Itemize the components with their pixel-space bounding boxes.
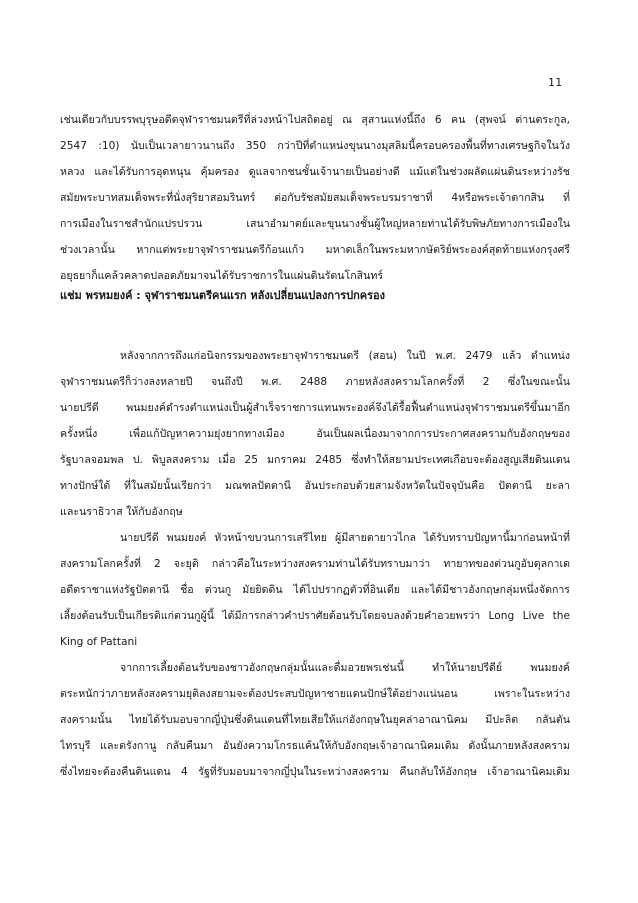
text-line: นายปรีดี พนมยงค์ หัวหน้าขบวนการเสรีไทย ผู้มีสายตายาวไกล ได้รับทราบปัญหานี้มาก่อนหน้าที่ — [120, 532, 570, 544]
text-line: สงครามโลกครั้งที่ 2 จะยุติ กล่าวคือในระหว่างสงครามท่านได้รับทราบมาว่า ทายาทของต่วนกูอับดุลกาเด — [60, 558, 570, 570]
text-line: เช่นเดียวกับบรรพบุรุษอดีตจุฬาราชมนตรีที่ล่วงหน้าไปสถิตอยู่ ณ สุสานแห่งนี้ถึง 6 คน (สุพจน์ ด่านตระกูล, — [60, 114, 570, 126]
text-line: อยุธยาก็แคล้วคลาดปลอดภัยมาจนได้รับราชการในแผ่นดินรัตนโกสินทร์ — [60, 270, 384, 282]
text-line: จุฬาราชมนตรีก็ว่างลงหลายปี จนถึงปี พ.ศ. 2488 ภายหลังสงครามโลกครั้งที่ 2 ซึ่งในขณะนั้น — [60, 376, 570, 388]
text-line: ช่วงเวลานั้น หากแต่พระยาจุฬาราชมนตรีก้อนแก้ว มหาดเล็กในพระมหากษัตริย์พระองค์สุดท้ายแห่งกรุงศรี — [60, 244, 570, 256]
text-line: ซึ่งไทยจะต้องคืนดินแดน 4 รัฐที่รับมอบมาจากญี่ปุ่นในระหว่างสงคราม คืนกลับให้อังกฤษ เจ้าอาณานิคมเดิม — [60, 766, 570, 778]
text-line: การเมืองในราชสำนักแปรปรวน เสนาอำมาตย์และขุนนางชั้นผู้ใหญ่หลายท่านได้รับพิษภัยทางการเมืองใน — [60, 218, 570, 230]
paragraph-body — [60, 343, 570, 785]
section-heading: แช่ม พรหมยงค์ : จุฬาราชมนตรีคนแรก หลังเปลี่ยนแปลงการปกครอง — [60, 289, 386, 302]
text-line: King of Pattani — [60, 636, 138, 648]
paragraph-intro — [60, 107, 570, 289]
text-line: ครั้งหนึ่ง เพื่อแก้ปัญหาความยุ่งยากทางเมือง อันเป็นผลเนื่องมาจากการประกาศสงครามกับอังกฤษของ — [60, 428, 570, 440]
text-line: ตระหนักว่าภายหลังสงครามยุติลงสยามจะต้องประสบปัญหาชายแดนปักษ์ใต้อย่างแน่นอน เพราะในระหว่าง — [60, 688, 570, 700]
text-line: และนราธิวาส ให้กับอังกฤษ — [60, 506, 183, 518]
text-line: รัฐบาลจอมพล ป. พิบูลสงคราม เมื่อ 25 มกราคม 2485 ซึ่งทำให้สยามประเทศเกือบจะต้องสูญเสียดินแดน — [60, 454, 570, 466]
text-line: สงครามนั้น ไทยได้รับมอบจากญี่ปุ่นซึ่งดินแดนที่ไทยเสียให้แก่อังกฤษในยุคล่าอาณานิคม มีปะลิต กลันตัน — [60, 714, 570, 726]
text-line: หลวง และได้รับการอุดหนุน คุ้มครอง ดูแลจากชนชั้นเจ้านายเป็นอย่างดี แม้แต่ในช่วงผลัดแผ่นดินระหว่างรัช — [60, 166, 570, 178]
text-line: ทางปักษ์ใต้ ที่ในสมัยนั้นเรียกว่า มณฑลปัตตานี อันประกอบด้วยสามจังหวัดในปัจจุบันคือ ปัตตานี ยะลา — [60, 480, 570, 492]
text-line: 2547 :10) นับเป็นเวลายาวนานถึง 350 กว่าปีที่ตำแหน่งขุนนางมุสลิมนี้ครอบครองพื้นที่ทางเศรษฐกิจในวัง — [60, 140, 570, 152]
text-line: จากการเลี้ยงต้อนรับของชาวอังกฤษกลุ่มนั้นและดื่มอวยพรเช่นนี้ ทำให้นายปรีดีย์ พนมยงค์ — [120, 662, 570, 674]
text-line: สมัยพระบาทสมเด็จพระที่นั่งสุริยาสอมรินทร์ ต่อกับรัชสมัยสมเด็จพระบรมราชาที่ 4หรือพระเจ้าตากสิน ที่ — [60, 192, 570, 204]
text-line: เลี้ยงต้อนรับเป็นเกียรติแก่ตวนกูผู้นี้ ได้มีการกล่าวคำปราศัยต้อนรับโดยจบลงด้วยคำอวยพรว่า Long Live the — [60, 610, 570, 622]
page-number: 11 — [548, 76, 563, 89]
text-line: นายปรีดี พนมยงค์ดำรงตำแหน่งเป็นผู้สำเร็จราชการแทนพระองค์จึงได้รื้อฟื้นตำแหน่งจุฬาราชมนตรีขึ้นมาอีก — [60, 402, 570, 414]
text-line: อดีตราชาแห่งรัฐปัตตานี ชื่อ ต่วนกู มัยยิดดิน ได้ไปปรากฏตัวที่อินเดีย และได้มีชาวอังกฤษกลุ่มหนึ่งจัดการ — [60, 584, 570, 596]
text-line: หลังจากการถึงแก่อนิจกรรมของพระยาจุฬาราชมนตรี (สอน) ในปี พ.ศ. 2479 แล้ว ตำแหน่ง — [120, 350, 570, 362]
text-line: ไทรบุรี และตรังกานู กลับคืนมา อันยังความโกรธแค้นให้กับอังกฤษเจ้าอาณานิคมเดิม ดังนั้นภายหลังสงคราม — [60, 740, 570, 752]
